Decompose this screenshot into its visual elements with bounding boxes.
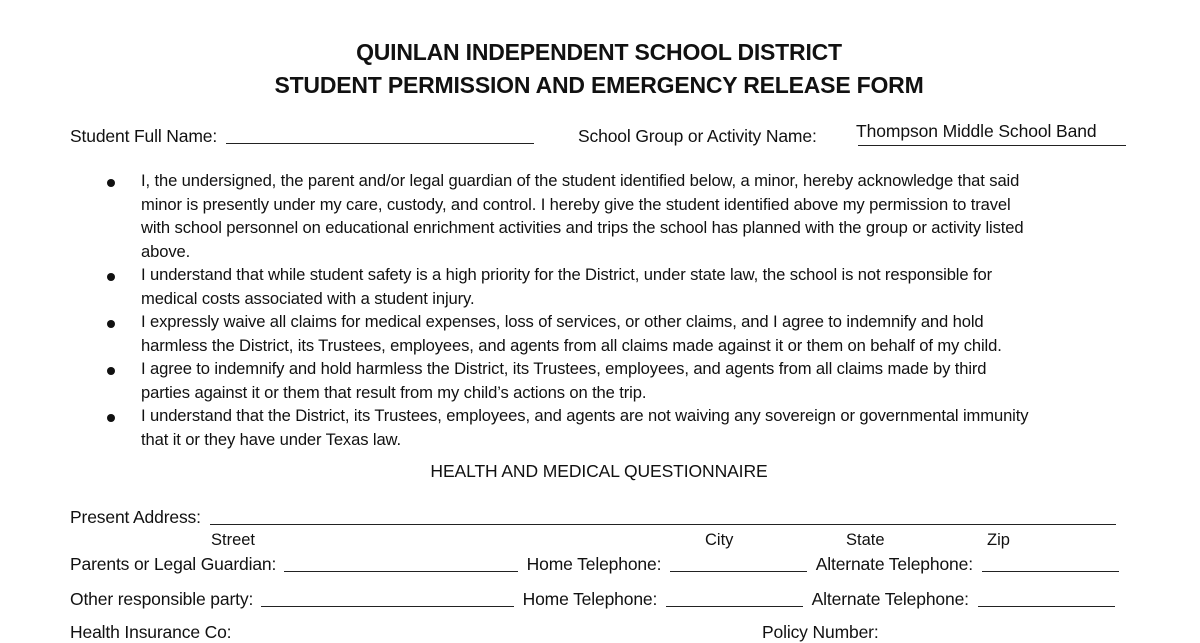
student-name-row <box>70 126 534 147</box>
agreement-line: with school personnel on educational enrichment activities and trips the school has planned with the group or activity listed <box>141 218 1024 237</box>
group-name-label: School Group or Activity Name: <box>578 126 817 146</box>
policy-row <box>762 622 879 643</box>
district-title: QUINLAN INDEPENDENT SCHOOL DISTRICT <box>356 39 842 65</box>
other-alt-phone-label: Alternate Telephone: <box>811 589 969 609</box>
agreement-line: medical costs associated with a student injury. <box>141 288 475 308</box>
other-party-label: Other responsible party: <box>70 589 254 609</box>
state-sublabel: State <box>846 531 885 549</box>
agreement-line: parties against it or them that result from my child’s actions on the trip. <box>141 382 647 402</box>
zip-sublabel: Zip <box>987 531 1010 549</box>
agreement-line: I understand that the District, its Trustees, employees, and agents are not waiving any sovereign or governmental immunity <box>141 406 1029 425</box>
bullet-icon <box>107 367 115 375</box>
policy-label: Policy Number: <box>762 622 879 642</box>
insurance-label: Health Insurance Co: <box>70 622 232 642</box>
other-alt-phone-field[interactable] <box>978 592 1115 607</box>
address-row <box>70 507 1116 528</box>
bullet-icon <box>107 414 115 422</box>
address-label: Present Address: <box>70 507 201 527</box>
form-title: STUDENT PERMISSION AND EMERGENCY RELEASE FORM <box>274 72 924 98</box>
guardian-alt-phone-label: Alternate Telephone: <box>815 554 973 574</box>
bullet-icon <box>107 179 115 187</box>
student-name-field[interactable] <box>226 129 534 144</box>
bullet-icon <box>107 273 115 281</box>
agreement-line: harmless the District, its Trustees, employees, and agents from all claims made against it or them on behalf of my child. <box>141 335 1002 355</box>
other-home-phone-label: Home Telephone: <box>522 589 658 609</box>
other-party-field[interactable] <box>261 592 514 607</box>
agreement-line: I, the undersigned, the parent and/or legal guardian of the student identified below, a minor, hereby acknowledge that said <box>141 171 1020 190</box>
city-sublabel: City <box>705 531 734 549</box>
agreement-line: above. <box>141 241 191 261</box>
agreement-line: I agree to indemnify and hold harmless the District, its Trustees, employees, and agents from all claims made by third <box>141 359 987 378</box>
guardian-alt-phone-field[interactable] <box>982 557 1119 572</box>
insurance-row <box>70 622 231 643</box>
group-name-row <box>578 126 817 147</box>
agreement-line: I understand that while student safety is a high priority for the District, under state law, the school is not responsible for <box>141 265 992 284</box>
health-section-heading: HEALTH AND MEDICAL QUESTIONNAIRE <box>430 461 768 481</box>
agreement-line: minor is presently under my care, custody, and control. I hereby give the student identified above my permission to travel <box>141 194 1011 214</box>
other-home-phone-field[interactable] <box>666 592 803 607</box>
agreement-line: I expressly waive all claims for medical expenses, loss of services, or other claims, and I agree to indemnify and hold <box>141 312 984 331</box>
guardian-label: Parents or Legal Guardian: <box>70 554 277 574</box>
student-name-label: Student Full Name: <box>70 126 218 146</box>
address-field[interactable] <box>210 510 1116 525</box>
bullet-icon <box>107 320 115 328</box>
agreement-line: that it or they have under Texas law. <box>141 429 401 449</box>
guardian-home-phone-label: Home Telephone: <box>526 554 662 574</box>
street-sublabel: Street <box>211 531 256 549</box>
guardian-home-phone-field[interactable] <box>670 557 807 572</box>
other-party-row <box>70 589 1115 610</box>
group-name-value[interactable]: Thompson Middle School Band <box>856 121 1097 141</box>
guardian-name-field[interactable] <box>284 557 518 572</box>
guardian-row <box>70 554 1119 575</box>
